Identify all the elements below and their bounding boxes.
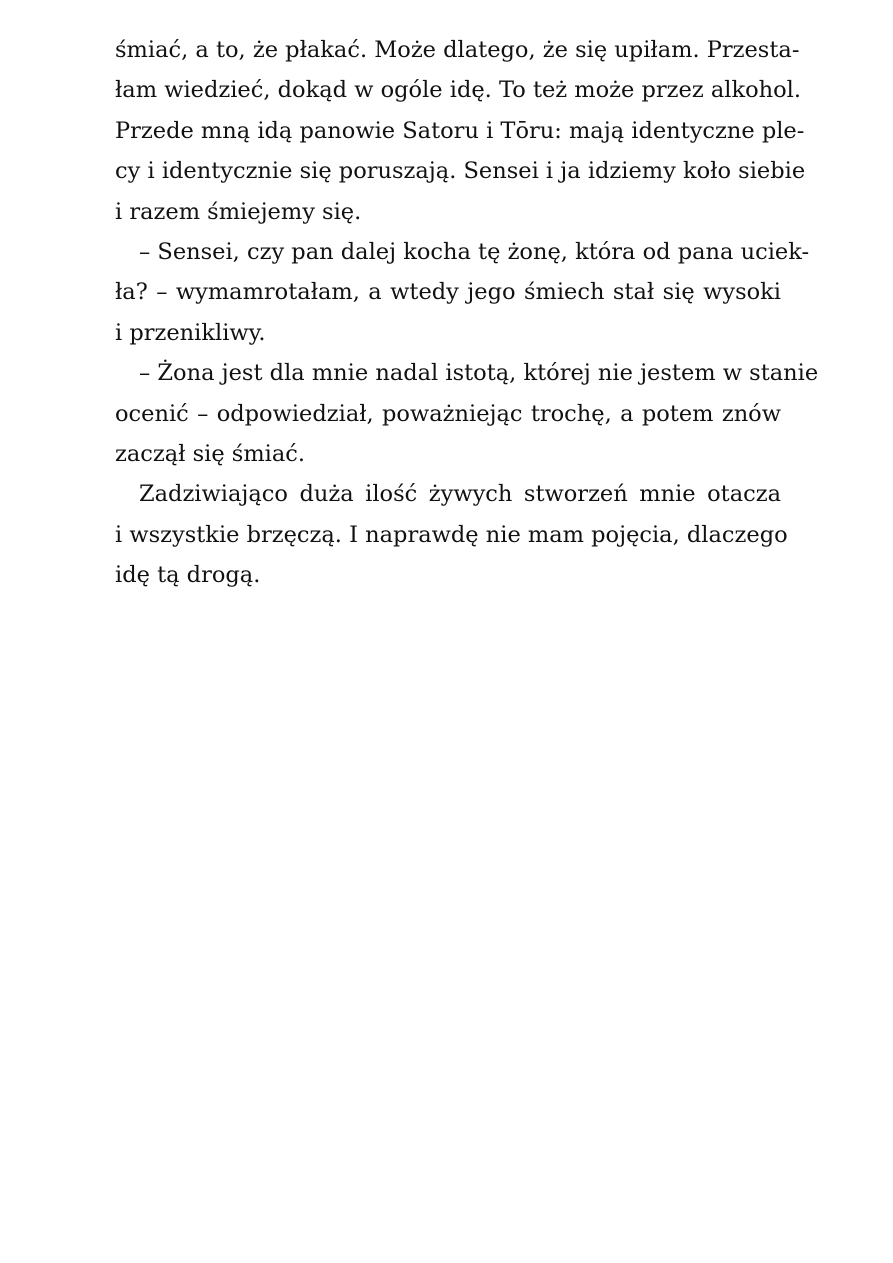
- text-line: Zadziwiająco duża ilość żywych stworzeń mnie otacza: [139, 481, 781, 508]
- text-line: idę tą drogą.: [115, 562, 261, 589]
- text-line: i przenikliwy.: [115, 319, 266, 346]
- text-line: ła? – wymamrotałam, a wtedy jego śmiech stał się wysoki: [115, 279, 781, 306]
- paragraph-4: [115, 474, 788, 595]
- paragraph-2: [115, 232, 810, 353]
- text-line: – Sensei, czy pan dalej kocha tę żonę, która od pana uciek-: [139, 238, 810, 265]
- text-line: śmiać, a to, że płakać. Może dlatego, że się upiłam. Przesta-: [115, 37, 800, 63]
- body-text: [115, 30, 819, 595]
- text-line: łam wiedzieć, dokąd w ogóle idę. To też może przez alkohol.: [115, 77, 802, 104]
- text-line: ocenić – odpowiedział, poważniejąc trochę, a potem znów: [115, 400, 781, 427]
- text-line: – Żona jest dla mnie nadal istotą, której nie jestem w stanie: [139, 360, 819, 387]
- text-line: zaczął się śmiać.: [115, 440, 306, 467]
- text-line: Przede mną idą panowie Satoru i Tōru: mają identyczne ple-: [115, 117, 805, 144]
- text-line: i razem śmiejemy się.: [115, 198, 362, 225]
- text-line: i wszystkie brzęczą. I naprawdę nie mam pojęcia, dlaczego: [115, 521, 788, 548]
- text-line: cy i identycznie się poruszają. Sensei i ja idziemy koło siebie: [115, 158, 806, 185]
- paragraph-1: [115, 30, 806, 232]
- paragraph-3: [115, 353, 819, 474]
